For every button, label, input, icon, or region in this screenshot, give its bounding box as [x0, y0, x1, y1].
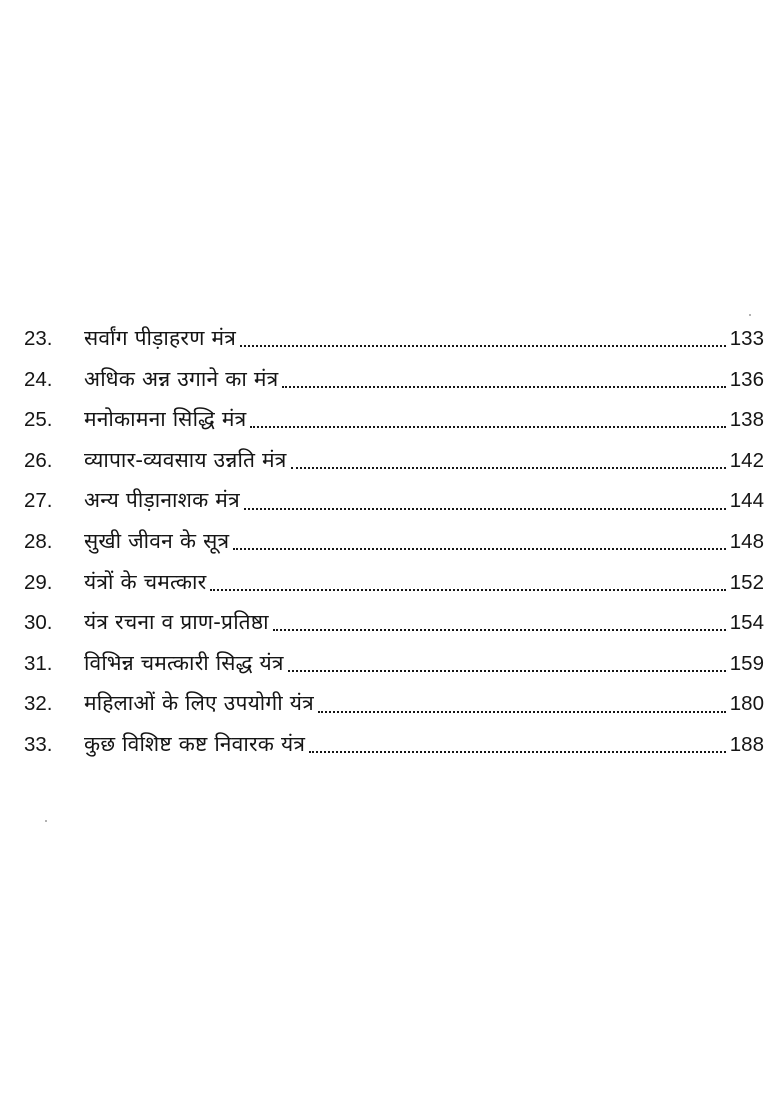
entry-number: 27.	[24, 489, 53, 513]
toc-entry[interactable]	[24, 318, 764, 359]
entry-title: यंत्र रचना व प्राण-प्रतिष्ठा	[84, 610, 269, 635]
entry-page-number: 154	[729, 611, 764, 635]
entry-number: 33.	[24, 732, 53, 756]
paper-speck	[45, 820, 47, 822]
dot-leader	[288, 670, 726, 672]
entry-number: 23.	[24, 327, 53, 350]
toc-entry[interactable]	[24, 521, 764, 562]
entry-number: 29.	[24, 570, 53, 594]
entry-title: यंत्रों के चमत्कार	[84, 569, 207, 594]
toc-entry[interactable]	[24, 480, 764, 521]
paper-speck	[749, 314, 751, 316]
entry-number: 24.	[24, 367, 53, 391]
dot-leader	[273, 629, 726, 631]
entry-title: सुखी जीवन के सूत्र	[84, 528, 230, 553]
entry-number: 32.	[24, 692, 53, 716]
entry-page-number: 152	[729, 570, 764, 594]
dot-leader	[309, 751, 726, 753]
entry-title: अन्य पीड़ानाशक मंत्र	[84, 488, 240, 513]
entry-number: 30.	[24, 611, 53, 635]
entry-page-number: 133	[729, 327, 764, 350]
entry-page-number: 138	[729, 408, 764, 432]
entry-title: महिलाओं के लिए उपयोगी यंत्र	[84, 691, 314, 716]
dot-leader	[240, 345, 726, 347]
dot-leader	[210, 589, 725, 591]
entry-title: अधिक अन्न उगाने का मंत्र	[84, 366, 279, 391]
toc-entry[interactable]	[24, 602, 764, 643]
dot-leader	[318, 711, 726, 713]
entry-page-number: 142	[729, 448, 764, 472]
entry-page-number: 144	[729, 489, 764, 513]
toc-entry[interactable]	[24, 562, 764, 603]
toc-entry[interactable]	[24, 683, 764, 724]
entry-page-number: 188	[729, 732, 764, 756]
toc-entry[interactable]	[24, 643, 764, 684]
entry-title: कुछ विशिष्ट कष्ट निवारक यंत्र	[84, 731, 306, 756]
entry-page-number: 180	[729, 692, 764, 716]
entry-number: 28.	[24, 529, 53, 553]
toc-entry[interactable]	[24, 359, 764, 400]
dot-leader	[233, 548, 725, 550]
toc-entry[interactable]	[24, 399, 764, 440]
entry-page-number: 148	[729, 529, 764, 553]
dot-leader	[291, 467, 726, 469]
entry-number: 31.	[24, 651, 53, 675]
entry-title: मनोकामना सिद्धि मंत्र	[84, 407, 247, 432]
dot-leader	[282, 386, 725, 388]
entry-title: व्यापार-व्यवसाय उन्नति मंत्र	[84, 447, 287, 472]
entry-number: 25.	[24, 408, 53, 432]
entry-title: सर्वांग पीड़ाहरण मंत्र	[84, 326, 236, 350]
entry-number: 26.	[24, 448, 53, 472]
table-of-contents	[24, 318, 764, 765]
toc-entry[interactable]	[24, 724, 764, 765]
dot-leader	[250, 426, 725, 428]
entry-page-number: 136	[729, 367, 764, 391]
entry-title: विभिन्न चमत्कारी सिद्ध यंत्र	[84, 650, 284, 675]
toc-entry[interactable]	[24, 440, 764, 481]
dot-leader	[244, 508, 726, 510]
entry-page-number: 159	[729, 651, 764, 675]
